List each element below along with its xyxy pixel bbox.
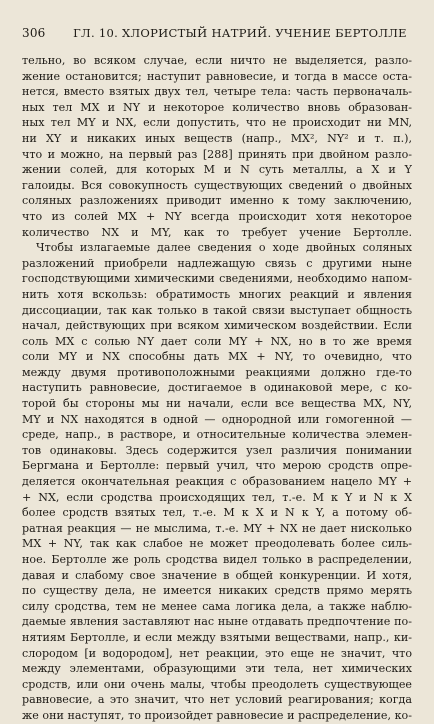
text-line: даемые явления заставляют нас ныне отдавать предпочтение по- [22,615,412,629]
text-line: тов одинаковы. Здесь содержится узел различия понимании [22,443,412,457]
paragraph-first-line: Чтобы излагаемые далее сведения о ходе двойных соляных [36,241,412,255]
text-line: начал, действующих при всяком химическом воздействии. Если [22,319,412,333]
page-header [22,26,414,42]
text-line: ных тел MY и NX, если допустить, что не происходит ни MN, [22,116,412,130]
text-line: наступить равновесие, достигаемое в одинаковой мере, с ко- [22,381,412,395]
text-line: ни XY и никаких иных веществ (напр., MX², NY² и т. п.), [22,131,412,145]
text-line: MX + NY, так как слабое не может преодолевать более силь- [22,537,412,551]
text-line: деляется окончательная реакция с образованием нацело MY + [22,475,412,489]
text-line: ное. Бертолле же роль сродства видел только в распределении, [22,553,412,566]
text-line: равновесие, а это значит, что нет условий реагирования; когда [22,693,412,707]
text-line: среде, напр., в растворе, и относительные количества элемен- [22,428,412,442]
body-text [22,53,412,724]
text-line: диссоциации, так как только в такой связи выступает общность [22,303,412,317]
text-line: соль MX с солью NY дает соли MY + NX, но в то же время [22,334,412,348]
text-line: более сродств взятых тел, т.-е. M к X и N к Y, а потому об- [22,506,412,520]
text-line: галоиды. Вся совокупность существующих сведений о двойных [22,178,412,192]
text-line: давая и слабому свое значение в общей конкуренции. И хотя, [22,568,412,582]
text-line: ратная реакция — не мыслима, т.-е. MY + NX не дает нисколько [22,521,412,535]
text-line: + NX, если сродства происходящих тел, т.-е. M к Y и N к X [22,490,412,504]
text-line: жении солей, для которых M и N суть металлы, а X и Y [22,163,412,177]
text-line: разложений приобрели надлежащую связь с другими ныне [22,256,412,270]
text-line: господствующими химическими сведениями, необходимо напом- [22,272,412,286]
text-line: соли MY и NX способны дать MX + NY, то очевидно, что [22,350,412,364]
text-line: слородом [и водородом], нет реакции, это еще не значит, что [22,646,412,660]
page-number: 306 [22,26,46,40]
text-line: Бергмана и Бертолле: первый учил, что мерою сродств опре- [22,459,412,473]
text-line: сродств, или они очень малы, чтобы преодолеть существующее [22,677,412,691]
running-title: ГЛ. 10. ХЛОРИСТЫЙ НАТРИЙ. УЧЕНИЕ БЕРТОЛЛЕ [73,26,407,40]
text-line: тельно, во всяком случае, если ничто не выделяется, разло- [22,54,412,67]
text-line: ных тел MX и NY и некоторое количество вновь образован- [22,100,412,114]
text-line: торой бы стороны мы ни начали, если все вещества MX, NY, [22,397,412,411]
text-line: жение остановится; наступит равновесие, и тогда в массе оста- [22,69,412,83]
text-line: MY и NX находятся в одной — однородной или гомогенной — [22,412,412,426]
text-line: нить хотя вскользь: обратимость многих реакций и явления [22,287,412,301]
text-line: нятиям Бертолле, и если между взятыми веществами, напр., ки- [22,630,412,644]
text-line: количество NX и MY, как то требует учение Бертолле. [22,225,412,239]
text-line: силу сродства, тем не менее сама логика дела, а также наблю- [22,599,412,613]
text-line: соляных разложениях приводит именно к тому заключению, [22,194,412,208]
text-line: по существу дела, не имеется никаких средств прямо мерять [22,584,412,598]
text-line: же они наступят, то произойдет равновесие и распределение, ко- [22,708,412,722]
text-line: между двумя противоположными реакциями должно где-то [22,365,412,379]
text-line: что и можно, на первый раз [288] принять при двойном разло- [22,147,412,161]
text-line: между элементами, образующими эти тела, нет химических [22,662,412,676]
text-line: что из солей MX + NY всегда происходит хотя некоторое [22,209,412,223]
text-line: нется, вместо взятых двух тел, четыре тела: часть первоначаль- [22,85,412,99]
